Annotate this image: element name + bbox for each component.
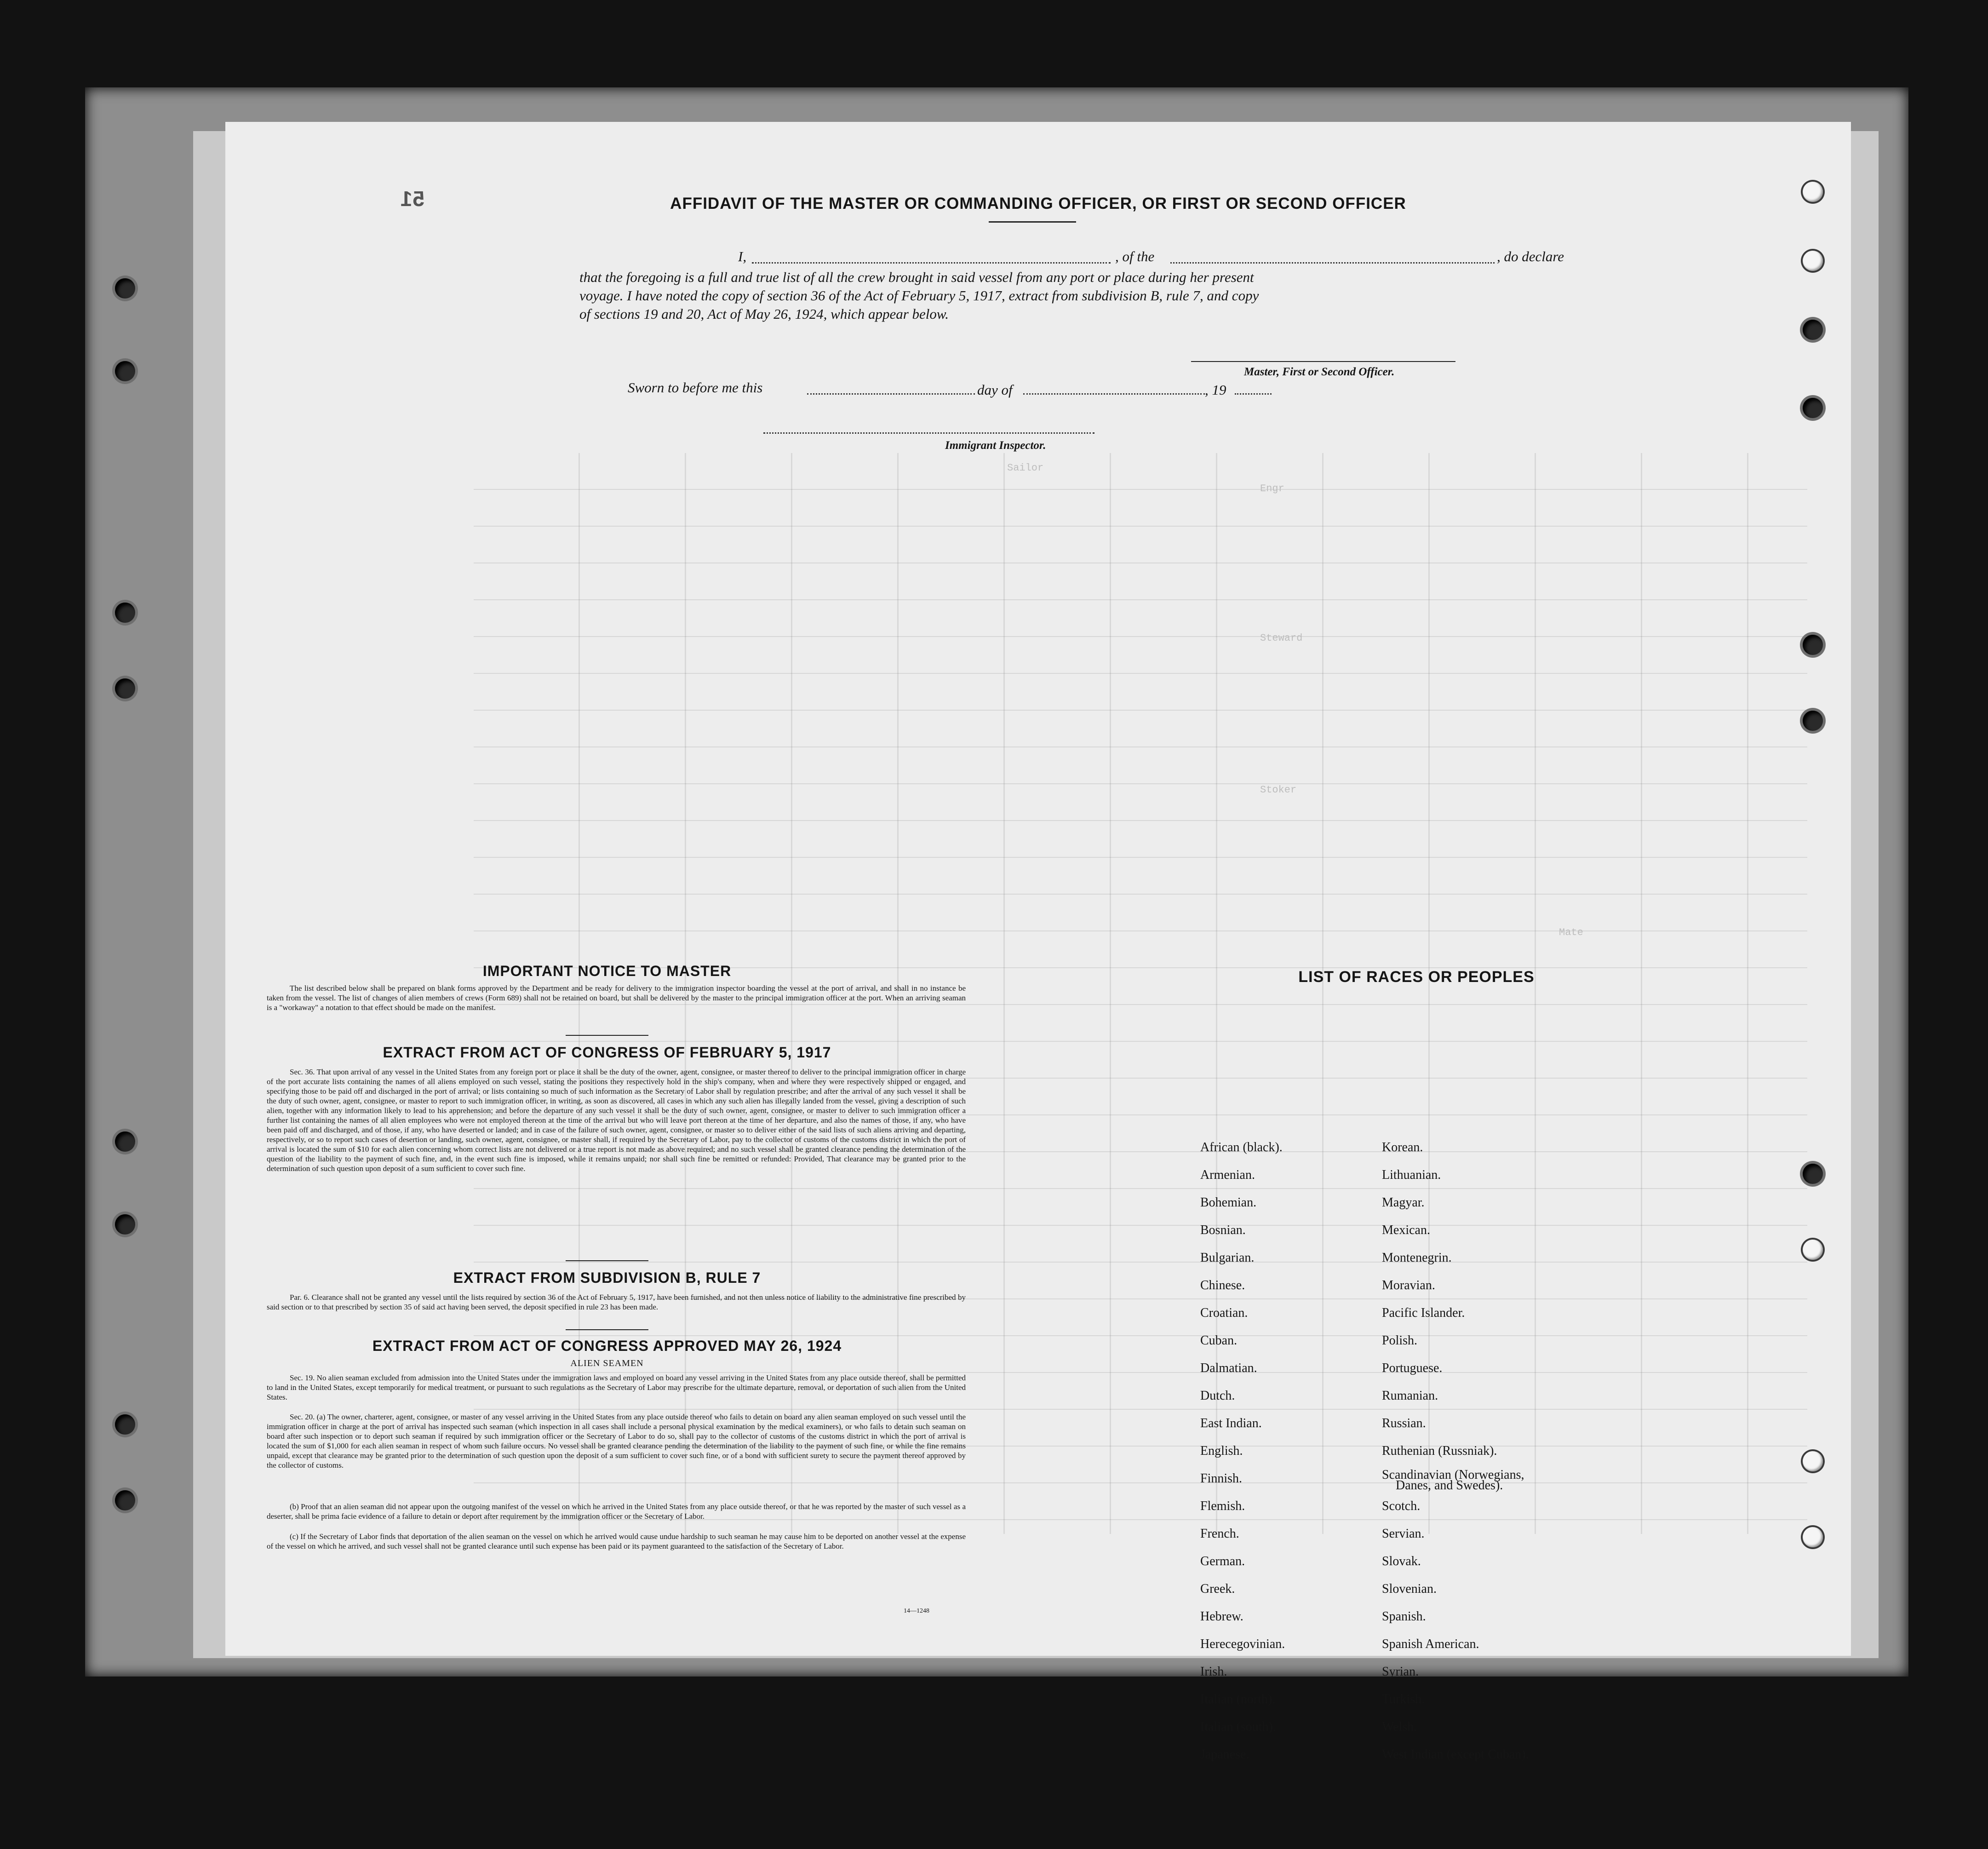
- affidavit-line-2: that the foregoing is a full and true list of all the crew brought in said vessel from any port or place during her present: [579, 269, 1254, 285]
- race-item: Herecegovinian.: [1200, 1637, 1285, 1651]
- race-item: East Indian.: [1200, 1416, 1262, 1430]
- binder-hole: [115, 278, 135, 299]
- race-item: Slovenian.: [1382, 1582, 1437, 1596]
- race-item: Pacific Islander.: [1382, 1306, 1465, 1320]
- race-item: Spanish.: [1382, 1609, 1426, 1624]
- affidavit-of-the: , of the: [1115, 248, 1155, 264]
- race-item: Russian.: [1382, 1416, 1426, 1430]
- race-item: Chinese.: [1200, 1278, 1245, 1292]
- race-item: Italian (north).: [1200, 1692, 1276, 1706]
- race-item: Bulgarian.: [1200, 1251, 1255, 1265]
- binder-hole: [1803, 398, 1823, 418]
- form-number: 14—1248: [904, 1608, 929, 1614]
- affidavit-title: AFFIDAVIT OF THE MASTER OR COMMANDING OFFICER, OR FIRST OR SECOND OFFICER: [670, 195, 1406, 212]
- race-item: Greek.: [1200, 1582, 1235, 1596]
- section-rule: [566, 1329, 648, 1330]
- race-item: French.: [1200, 1527, 1239, 1541]
- bleed-through-entry: Stoker: [1260, 784, 1297, 796]
- act-1924-section-19: Sec. 19. No alien seaman excluded from admission into the United States under the immigration laws and employed on board any vessel arriving in the United States from any place outside thereof, shall be permitted to land in the United States, except temporarily for medical treatment, or pursuant to such regulations as the Secretary of Labor may prescribe for the ultimate departure, removal, or deportation of such alien from the United States.: [267, 1373, 966, 1401]
- race-item: Flemish.: [1200, 1499, 1245, 1513]
- race-item: Turkish.: [1382, 1692, 1425, 1706]
- race-item: Dalmatian.: [1200, 1361, 1257, 1375]
- binder-hole: [115, 603, 135, 623]
- race-item: Armenian.: [1200, 1168, 1255, 1182]
- affidavit-line-3: voyage. I have noted the copy of section 36 of the Act of February 5, 1917, extract from subdivision B, rule 7, and copy: [579, 287, 1259, 304]
- inspector-label: Immigrant Inspector.: [945, 439, 1046, 452]
- affidavit-page: [225, 122, 1851, 1762]
- sworn-year-blank[interactable]: [1235, 393, 1272, 395]
- notice-body: The list described below shall be prepared on blank forms approved by the Department and be ready for delivery to the immigration inspector boarding the vessel at the port of arrival, and shall in no instance be taken from the vessel. The list of changes of alien members of crews (Form 689) shall not be retained on board, but shall be delivered by the master to the principal immigration officer at the port. When an arriving seaman is a "workaway" a notation to that effect should be made on the manifest.: [267, 984, 966, 1012]
- sworn-label: Sworn to before me this: [628, 379, 763, 396]
- binder-hole: [115, 361, 135, 381]
- act-1924-section-20a: Sec. 20. (a) The owner, charterer, agent, consignee, or master of any vessel arriving in the United States from any place outside thereof who fails to detain on board any alien seaman employed on such vessel until the immigration officer in charge at the port of arrival has inspected such seaman (which inspection in all cases shall include a personal physical examination by the medical examiners), or who fails to detain such seaman on board after such inspection or to deport such seaman if required by such immigration officer or the Secretary of Labor to do so, shall pay to the collector of customs of the customs district in which the port of arrival is located the sum of $1,000 for each alien seaman in respect of whom such failure occurs. No vessel shall be granted clearance pending the determination of the liability to the payment of such fine, or while the fine remains unpaid, except that clearance may be granted prior to the determination of such question upon the deposit of a sum sufficient to cover such fine, or of a bond with sufficient surety to secure the payment thereof approved by the collector of customs.: [267, 1413, 966, 1470]
- binder-hole: [115, 1214, 135, 1235]
- race-item: Scotch.: [1382, 1499, 1421, 1513]
- race-item: West Indian (except Cuban).: [1382, 1747, 1529, 1762]
- bleed-through-entry: Engr: [1260, 483, 1284, 494]
- binder-hole: [1803, 320, 1823, 340]
- act-1924-section-20c: (c) If the Secretary of Labor finds that deportation of the alien seaman on the vessel on which he arrived would cause undue hardship to such seaman he may cause him to be deported on another vessel at the expense of the vessel on which he arrived, and such vessel shall not be granted clearance until such expense has been paid or its payment guaranteed to the satisfaction of the Secretary of Labor.: [267, 1532, 966, 1550]
- binder-hole: [115, 1490, 135, 1510]
- race-item: German.: [1200, 1554, 1245, 1568]
- name-blank[interactable]: [752, 262, 1111, 264]
- act-1917-section-36: Sec. 36. That upon arrival of any vessel in the United States from any foreign port or place it shall be the duty of the owner, agent, consignee, or master thereof to deliver to the principal immigration officer in charge of the port accurate lists containing the names of all aliens employed on such vessel, stating the positions they respectively hold in the ship's company, when and where they were respectively shipped or engaged, and specifying those to be paid off and discharged in the port of arrival; or lists containing so much of such information as the Secretary of Labor shall by regulation prescribe; and after the arrival of any such vessel it shall be the duty of such owner, agent, consignee, or master to report to such immigration officer, in writing, as soon as discovered, all cases in which any such alien has illegally landed from the vessel, giving a description of such alien, together with any information likely to lead to his apprehension; and before the departure of any such vessel it shall be the duty of such owner, agent, consignee, or master to deliver to such immigration officer a further list containing the names of all alien employees who were not employed thereon at the time of the arrival but who will leave port thereon at the time of her departure, and also the names of those, if any, who have been paid off and discharged, and of those, if any, who have deserted or landed; and in case of the failure of such owner, agent, consignee, or master so to deliver either of the said lists of such aliens arriving and departing, respectively, or so to report such cases of desertion or landing, such owner, agent, consignee, or master shall, if required by the Secretary of Labor, pay to the collector of customs of the customs district in which the port of arrival is located the sum of $10 for each alien concerning whom correct lists are not delivered or a true report is not made as above required; and no such vessel shall be granted clearance pending the determination of the question of the liability to the payment of such fine, and, in the event such fine is imposed, while it remains unpaid; nor shall such fine be remitted or refunded: Provided, That clearance may be granted prior to the determination of such question upon deposit of a sum sufficient to cover such fine.: [267, 1068, 966, 1173]
- race-item: Hebrew.: [1200, 1609, 1243, 1624]
- race-item: Scandinavian (Norwegians,: [1382, 1468, 1524, 1482]
- notice-title: IMPORTANT NOTICE TO MASTER: [482, 963, 732, 979]
- race-item: Magyar.: [1382, 1195, 1425, 1210]
- races-title: LIST OF RACES OR PEOPLES: [1298, 968, 1535, 986]
- race-item: Spanish American.: [1382, 1637, 1479, 1651]
- race-item: Bosnian.: [1200, 1223, 1246, 1237]
- binder-hole: [1803, 251, 1823, 271]
- bleed-through-entry: Sailor: [1007, 462, 1044, 474]
- affidavit-do-declare: , do declare: [1497, 248, 1564, 264]
- races-left-column: [1200, 1134, 1285, 1769]
- race-item: Welsh.: [1382, 1720, 1417, 1734]
- year-label: , 19: [1205, 382, 1226, 398]
- bleed-through-entry: Steward: [1260, 632, 1303, 644]
- race-item: Mexican.: [1382, 1223, 1430, 1237]
- race-item: Polish.: [1382, 1333, 1418, 1348]
- race-item: English.: [1200, 1444, 1243, 1458]
- race-item: Croatian.: [1200, 1306, 1248, 1320]
- race-item: Servian.: [1382, 1527, 1425, 1541]
- day-of-label: day of: [977, 382, 1013, 398]
- races-right-column: [1382, 1134, 1529, 1769]
- race-item: Lithuanian.: [1382, 1168, 1441, 1182]
- race-item: Japanese.: [1200, 1747, 1249, 1762]
- race-item: Portuguese.: [1382, 1361, 1443, 1375]
- master-signature-label: Master, First or Second Officer.: [1244, 366, 1395, 378]
- binder-hole: [115, 1414, 135, 1435]
- section-rule: [566, 1260, 648, 1261]
- race-item: African (black).: [1200, 1140, 1283, 1154]
- race-item: Montenegrin.: [1382, 1251, 1452, 1265]
- rule-7-title: EXTRACT FROM SUBDIVISION B, RULE 7: [453, 1269, 761, 1286]
- section-rule: [566, 1035, 648, 1036]
- race-item: Dutch.: [1200, 1389, 1235, 1403]
- vessel-blank[interactable]: [1170, 262, 1495, 264]
- affidavit-i: I,: [738, 248, 747, 264]
- rule-7-paragraph: Par. 6. Clearance shall not be granted any vessel until the lists required by section 36 of the Act of February 5, 1917, have been furnished, and not then unless notice of liability to the administrative fine prescribed by said section or to that prescribed by section 35 of said act having been served, the deposit specified in rule 23 has been made.: [267, 1293, 966, 1311]
- race-item: Bohemian.: [1200, 1195, 1257, 1210]
- act-1924-section-20b: (b) Proof that an alien seaman did not appear upon the outgoing manifest of the vessel on which he arrived in the United States from any place outside thereof, or that he was reported by the master of such vessel as a deserter, shall be prima facie evidence of a failure to detain or deport after requirement by the immigration officer or the Secretary of Labor.: [267, 1502, 966, 1521]
- mirrored-page-number: 51: [400, 187, 425, 211]
- race-item: Syrian.: [1382, 1665, 1419, 1679]
- binder-hole: [115, 678, 135, 699]
- race-item: Finnish.: [1200, 1471, 1243, 1486]
- sworn-month-blank[interactable]: [1023, 393, 1205, 395]
- race-item: Italian (south).: [1200, 1720, 1276, 1734]
- race-item: Irish.: [1200, 1665, 1227, 1679]
- race-item: Slovak.: [1382, 1554, 1421, 1568]
- affidavit-line-4: of sections 19 and 20, Act of May 26, 1924, which appear below.: [579, 306, 949, 322]
- race-item: Ruthenian (Russniak).: [1382, 1444, 1497, 1458]
- race-item: Danes, and Swedes).: [1396, 1478, 1503, 1493]
- race-item: Korean.: [1382, 1140, 1423, 1154]
- master-signature-line[interactable]: [1191, 361, 1455, 362]
- binder-hole: [115, 1131, 135, 1152]
- sworn-day-blank[interactable]: [807, 393, 975, 395]
- alien-seamen-subtitle: ALIEN SEAMEN: [570, 1358, 644, 1368]
- race-item: Moravian.: [1382, 1278, 1435, 1292]
- bleed-through-entry: Mate: [1559, 927, 1583, 938]
- title-rule: [989, 221, 1076, 223]
- act-1917-title: EXTRACT FROM ACT OF CONGRESS OF FEBRUARY 5, 1917: [383, 1044, 831, 1061]
- inspector-signature-line[interactable]: [763, 432, 1094, 434]
- race-item: Cuban.: [1200, 1333, 1237, 1348]
- act-1924-title: EXTRACT FROM ACT OF CONGRESS APPROVED MAY 26, 1924: [372, 1338, 842, 1354]
- race-item: Rumanian.: [1382, 1389, 1438, 1403]
